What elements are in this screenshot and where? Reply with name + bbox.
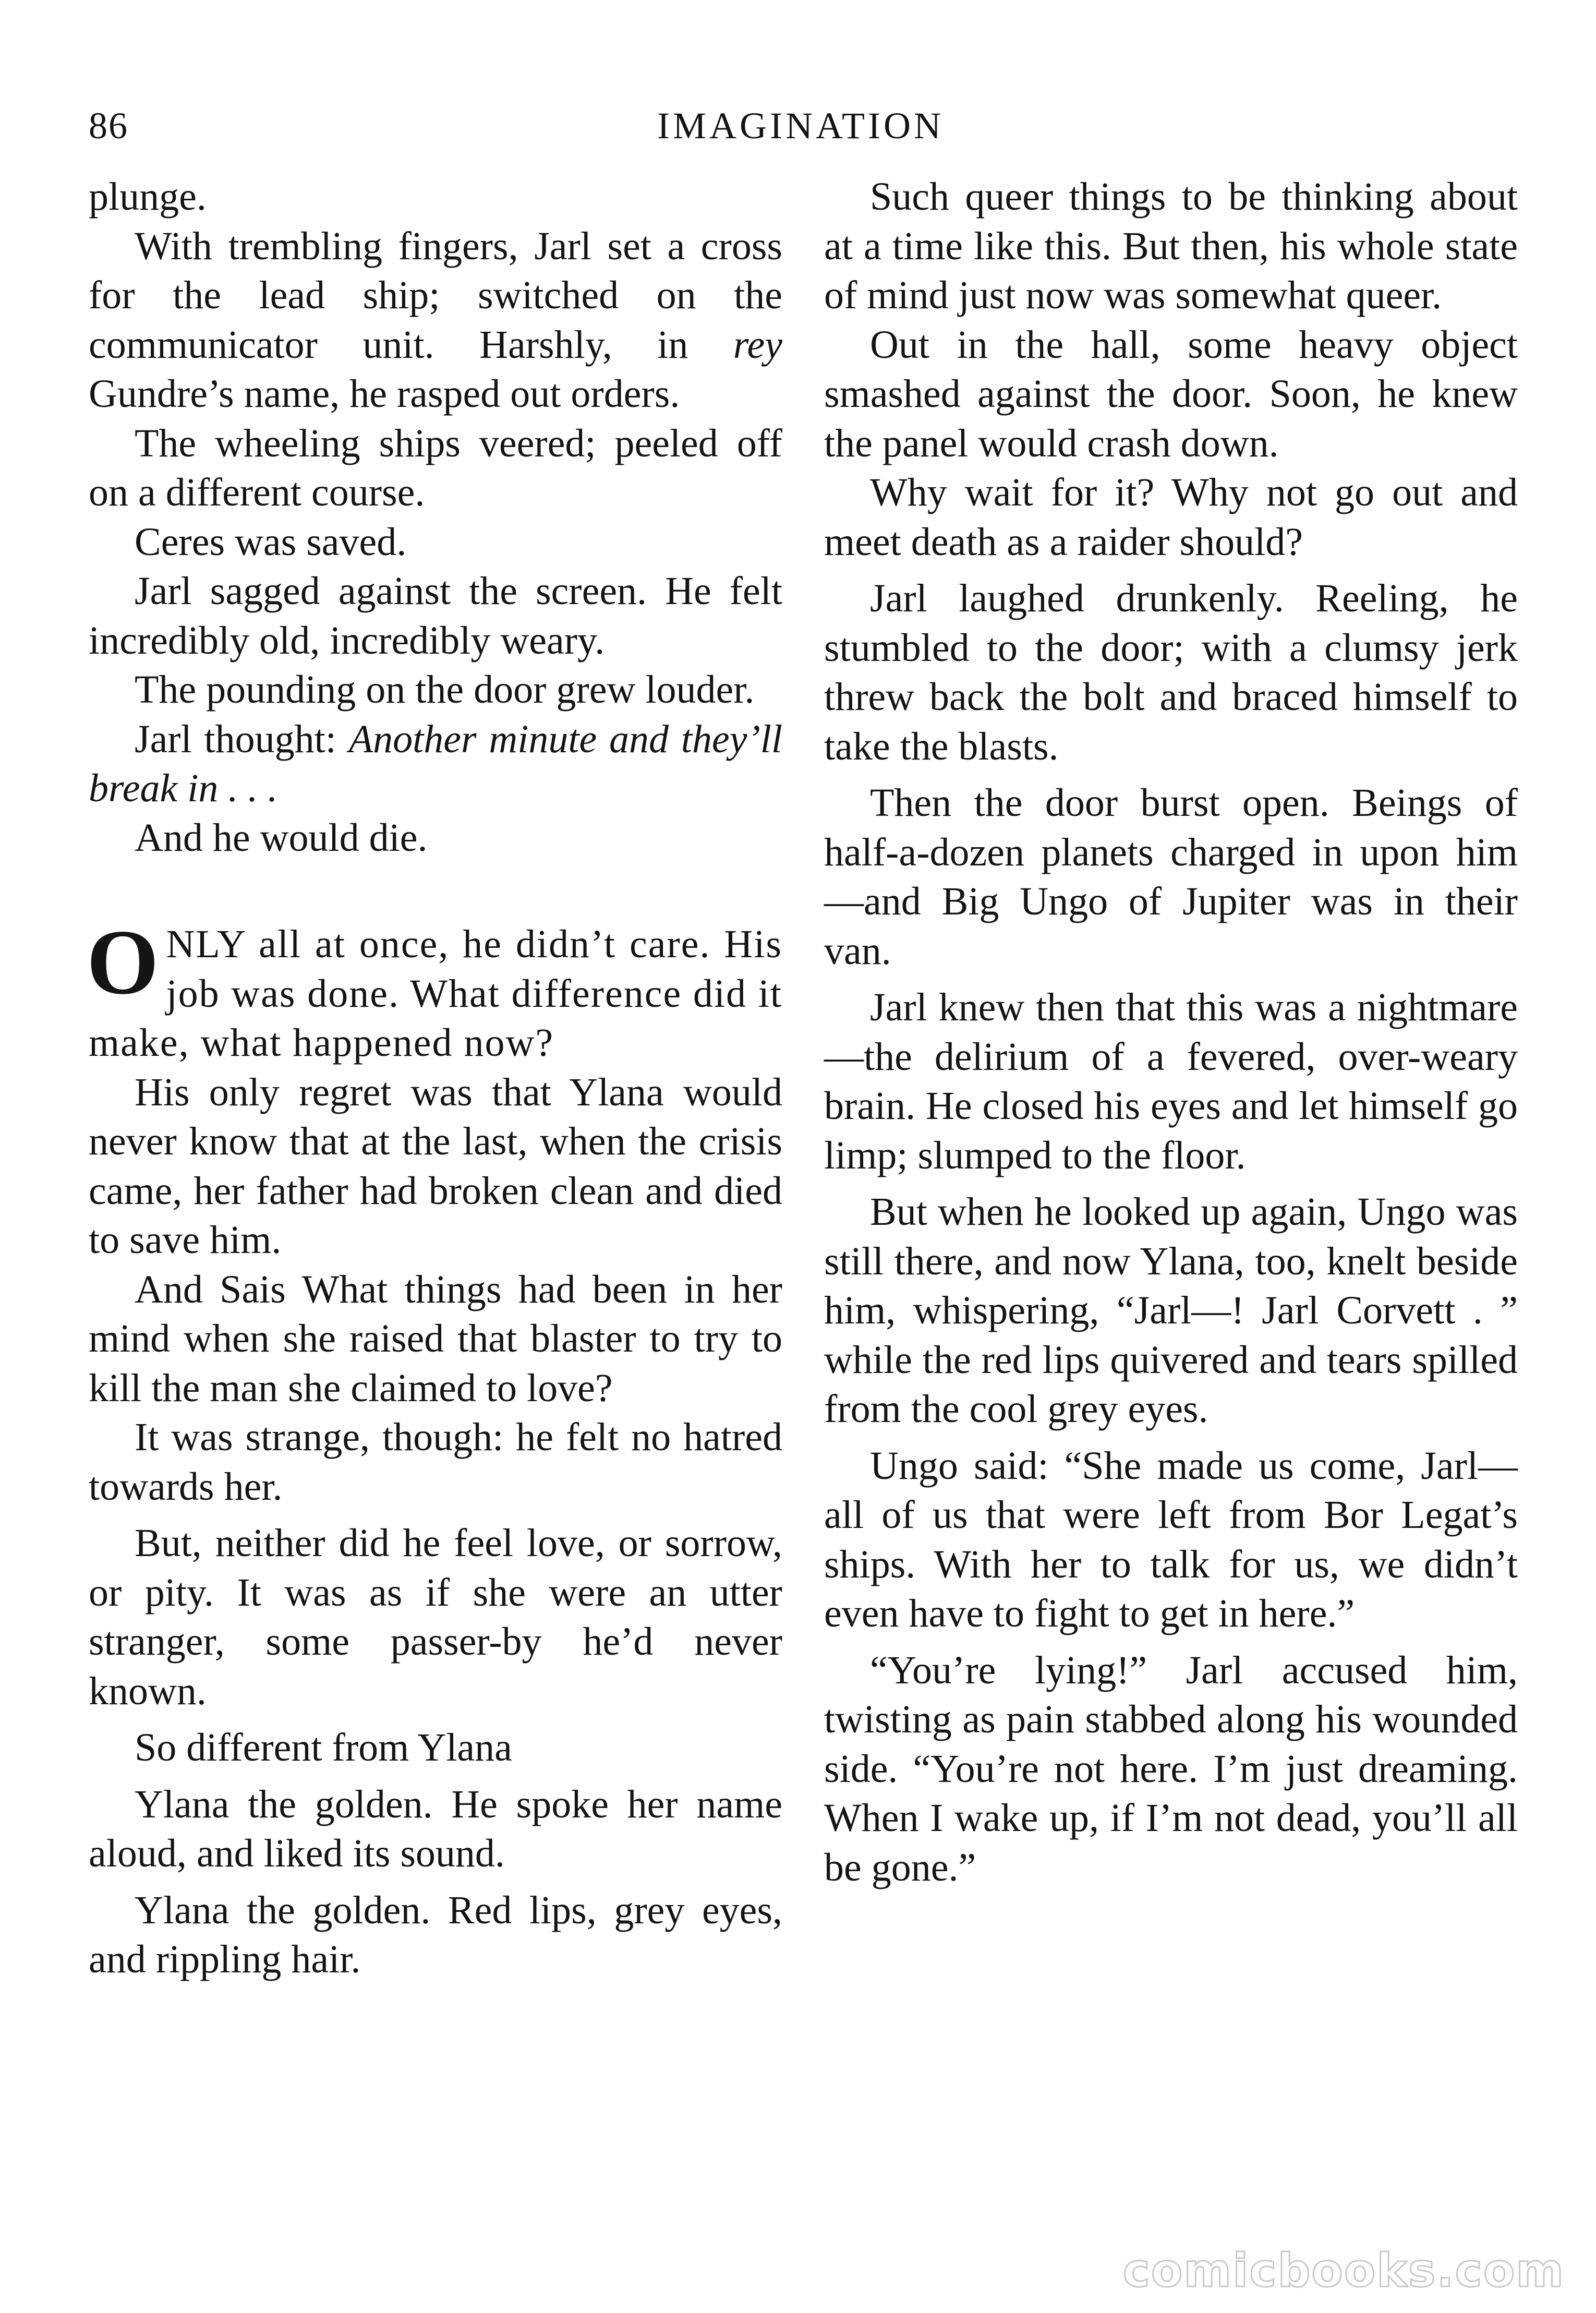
paragraph: Ceres was saved. [135, 520, 407, 564]
watermark: comicbooks.com [1122, 2244, 1565, 2297]
paragraph: Ungo said: “She made us come, Jarl—all of us that were left from Bor Legat’s ships. With her to talk for us, we didn’t even have to fight to get in here.” [824, 1443, 1518, 1635]
paragraph: The wheeling ships veered; peeled off on a different course. [89, 421, 782, 514]
paragraph: Why wait for it? Why not go out and meet death as a raider should? [824, 471, 1518, 564]
page-header [89, 99, 1513, 162]
paragraph: And he would die. [135, 815, 428, 860]
section-start-paragraph [87, 910, 782, 1068]
paragraph [89, 715, 782, 813]
paragraph: Ylana the golden. Red lips, grey eyes, and rippling hair. [89, 1888, 782, 1981]
paragraph: And Sais What things had been in her mind when she raised that blaster to try to kill the man she claimed to love? [89, 1267, 782, 1410]
italic-thought: Another minute and they’ll break in . . . [89, 717, 782, 810]
italic-word: rey [733, 322, 782, 367]
paragraph: “You’re lying!” Jarl accused him, twisting as pain stabbed along his wounded side. “You’re not here. I’m just dreaming. When I wake up, if I’m not dead, you’ll all be gone.” [824, 1648, 1518, 1889]
paragraph: Jarl sagged against the screen. He felt incredibly old, incredibly weary. [89, 569, 782, 662]
paragraph: The pounding on the door grew louder. [135, 668, 755, 712]
drop-cap: O [87, 910, 159, 1014]
paragraph: plunge. [89, 175, 207, 219]
paragraph: So different from Ylana [135, 1726, 512, 1769]
paragraph [89, 222, 782, 419]
paragraph: Out in the hall, some heavy object smashed against the door. Soon, he knew the panel would crash down. [824, 322, 1518, 465]
paragraph: His only regret was that Ylana would never know that at the last, when the crisis came, her father had broken clean and died to save him. [89, 1070, 782, 1262]
paragraph: It was strange, though: he felt no hatred towards her. [89, 1415, 782, 1509]
paragraph: But, neither did he feel love, or sorrow, or pity. It was as if she were an utter stranger, some passer-by he’d never known. [89, 1521, 782, 1713]
paragraph-text: With trembling fingers, Jarl set a cross for the lead ship; switched on the communicator unit. Harshly, in [89, 224, 782, 367]
paragraph: But when he looked up again, Ungo was still there, and now Ylana, too, knelt beside him, whispering, “Jarl—! Jarl Corvett . ” while the red lips quivered and tears spilled from the cool grey eyes. [824, 1190, 1518, 1431]
paragraph: Such queer things to be thinking about at a time like this. But then, his whole state of mind just now was somewhat queer. [824, 175, 1518, 317]
magazine-title: IMAGINATION [657, 105, 944, 147]
paragraph-text: Gundre’s name, he rasped out orders. [89, 372, 680, 416]
paragraph: Jarl knew then that this was a nightmare—the delirium of a fevered, over-weary brain. He closed his eyes and let himself go limp; slumped to the floor. [824, 985, 1518, 1177]
paragraph-text: NLY all at once, he didn’t care. His job was done. What difference did it make, what happened now? [89, 922, 782, 1065]
paragraph: Ylana the golden. He spoke her name aloud, and liked its sound. [89, 1782, 782, 1875]
left-column [89, 172, 782, 1984]
paragraph-text: Jarl thought: [135, 717, 349, 761]
paragraph: Then the door burst open. Beings of half-a-dozen planets charged in upon him—and Big Ungo of Jupiter was in their van. [824, 781, 1518, 973]
page-number: 86 [89, 105, 128, 147]
paragraph: Jarl laughed drunkenly. Reeling, he stumbled to the door; with a clumsy jerk threw back the bolt and braced himself to take the blasts. [824, 576, 1518, 768]
right-column [824, 172, 1518, 1892]
